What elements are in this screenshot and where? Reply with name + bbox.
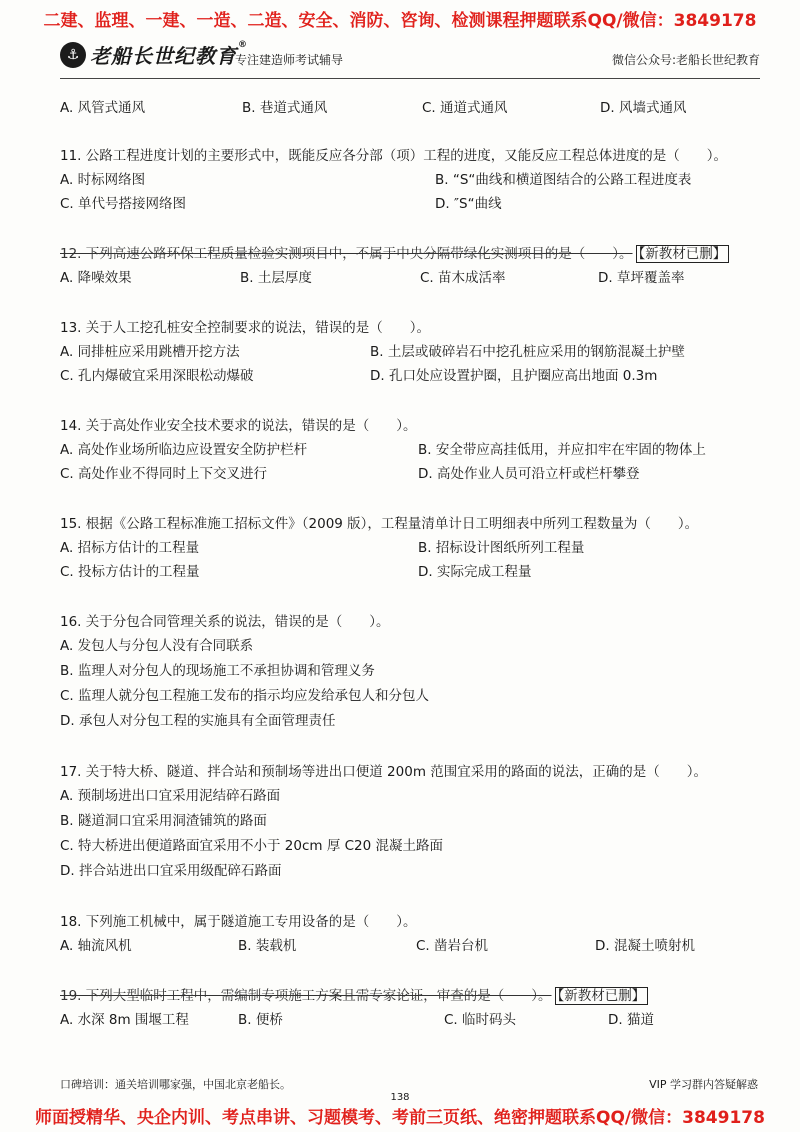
option-d: D. 承包人对分包工程的实施具有全面管理责任 [60, 713, 336, 729]
question-16 [60, 610, 770, 734]
question-stem [60, 242, 770, 266]
option-a: A. 水深 8m 围堰工程 [60, 1012, 189, 1028]
question-13 [60, 316, 770, 388]
options-row [60, 536, 770, 560]
option-b: B. 安全带应高挂低用，并应扣牢在牢固的物体上 [418, 442, 706, 458]
options-row [60, 1008, 770, 1032]
question-stem: 17. 关于特大桥、隧道、拌合站和预制场等进出口便道 200m 范围宜采用的路面的说法，正确的是（ ）。 [60, 764, 708, 780]
option-a: A. 发包人与分包人没有合同联系 [60, 638, 254, 654]
option-d: D. 实际完成工程量 [418, 564, 532, 580]
options-row [60, 340, 770, 364]
banner-bottom: 师面授精华、央企内训、考点串讲、习题模考、考前三页纸、绝密押题联系QQ/微信：3849178 [35, 1108, 765, 1128]
option-c: C. 孔内爆破宜采用深眼松动爆破 [60, 368, 254, 384]
option-d: D. 孔口处应设置护圈，且护圈应高出地面 0.3m [370, 368, 658, 384]
options-row [60, 438, 770, 462]
option-a: A. 时标网络图 [60, 172, 146, 188]
question-stem: 11. 公路工程进度计划的主要形式中，既能反应各分部（项）工程的进度，又能反应工程总体进度的是（ ）。 [60, 148, 728, 164]
option-b: B. 土层或破碎岩石中挖孔桩应采用的钢筋混凝土护壁 [370, 344, 685, 360]
question-list [60, 96, 770, 1032]
option-d: D. 拌合站进出口宜采用级配碎石路面 [60, 863, 282, 879]
option-a: A. 风管式通风 [60, 100, 146, 116]
option-b: B. 装载机 [238, 938, 297, 954]
question-12 [60, 242, 770, 290]
option-d: D. 猫道 [608, 1012, 654, 1028]
option-c: C. 投标方估计的工程量 [60, 564, 200, 580]
option-a: A. 招标方估计的工程量 [60, 540, 200, 556]
question-stem: 16. 关于分包合同管理关系的说法，错误的是（ ）。 [60, 614, 390, 630]
struck-stem: 19. 下列大型临时工程中，需编制专项施工方案且需专家论证，审查的是（ ）。 [60, 988, 552, 1004]
struck-stem: 12. 下列高速公路环保工程质量检验实测项目中，不属于中央分隔带绿化实测项目的是（ ）。 [60, 246, 633, 262]
option-c: C. 特大桥进出便道路面宜采用不小于 20cm 厚 C20 混凝土路面 [60, 838, 444, 854]
option-d: D. 高处作业人员可沿立杆或栏杆攀登 [418, 466, 640, 482]
option-c: C. 监理人就分包工程施工发布的指示均应发给承包人和分包人 [60, 688, 430, 704]
option-b: B. 监理人对分包人的现场施工不承担协调和管理义务 [60, 663, 375, 679]
option-d: D. 草坪覆盖率 [598, 270, 685, 286]
options-row [60, 934, 770, 958]
option-a: A. 高处作业场所临边应设置安全防护栏杆 [60, 442, 308, 458]
logo-text: 老船长世纪教育® [90, 40, 248, 68]
options-row [60, 96, 770, 120]
option-b: B. “S“曲线和横道图结合的公路工程进度表 [435, 172, 692, 188]
option-c: C. 通道式通风 [422, 100, 508, 116]
question-15 [60, 512, 770, 584]
options-row [60, 364, 770, 388]
option-b: B. 土层厚度 [240, 270, 312, 286]
options-row [60, 192, 770, 216]
question-stem [60, 984, 770, 1008]
question-11 [60, 144, 770, 216]
option-a: A. 同排桩应采用跳槽开挖方法 [60, 344, 240, 360]
question-17 [60, 760, 770, 884]
option-c: C. 凿岩台机 [416, 938, 489, 954]
header-slogan: 专注建造师考试辅导 [235, 53, 344, 67]
option-b: B. 便桥 [238, 1012, 283, 1028]
question-stem: 14. 关于高处作业安全技术要求的说法，错误的是（ ）。 [60, 418, 417, 434]
question-14 [60, 414, 770, 486]
header-divider [60, 78, 760, 79]
question-stem: 18. 下列施工机械中，属于隧道施工专用设备的是（ ）。 [60, 914, 417, 930]
header-wechat: 微信公众号:老船长世纪教育 [611, 53, 760, 67]
question-10 [60, 96, 770, 120]
page-header [60, 40, 760, 74]
question-18 [60, 910, 770, 958]
deleted-tag: 【新教材已删】 [555, 987, 649, 1005]
anchor-icon: ⚓ [60, 42, 86, 68]
option-a: A. 轴流风机 [60, 938, 132, 954]
footer-slogan: 口碑培训：通关培训哪家强，中国北京老船长。 [60, 1078, 291, 1091]
option-a: A. 降噪效果 [60, 270, 132, 286]
option-b: B. 巷道式通风 [242, 100, 328, 116]
deleted-tag: 【新教材已删】 [636, 245, 730, 263]
question-stem: 15. 根据《公路工程标准施工招标文件》（2009 版），工程量清单计日工明细表中所列工程数量为（ ）。 [60, 516, 699, 532]
option-c: C. 临时码头 [444, 1012, 517, 1028]
option-b: B. 招标设计图纸所列工程量 [418, 540, 585, 556]
options-row [60, 168, 770, 192]
option-a: A. 预制场进出口宜采用泥结碎石路面 [60, 788, 281, 804]
options-row [60, 266, 770, 290]
option-c: C. 单代号搭接网络图 [60, 196, 187, 212]
question-stem: 13. 关于人工挖孔桩安全控制要求的说法，错误的是（ ）。 [60, 320, 431, 336]
options-row [60, 560, 770, 584]
question-19 [60, 984, 770, 1032]
option-d: D. 混凝土喷射机 [595, 938, 695, 954]
option-d: D. ″S“曲线 [435, 196, 502, 212]
banner-top: 二建、监理、一建、一造、二造、安全、消防、咨询、检测课程押题联系QQ/微信：3849178 [43, 11, 757, 31]
footer-note: VIP 学习群内答疑解惑 [649, 1078, 758, 1091]
option-d: D. 风墙式通风 [600, 100, 687, 116]
options-row [60, 462, 770, 486]
option-c: C. 高处作业不得同时上下交叉进行 [60, 466, 268, 482]
logo [60, 40, 248, 69]
option-b: B. 隧道洞口宜采用洞渣铺筑的路面 [60, 813, 267, 829]
page-number: 138 [390, 1092, 410, 1103]
option-c: C. 苗木成活率 [420, 270, 506, 286]
